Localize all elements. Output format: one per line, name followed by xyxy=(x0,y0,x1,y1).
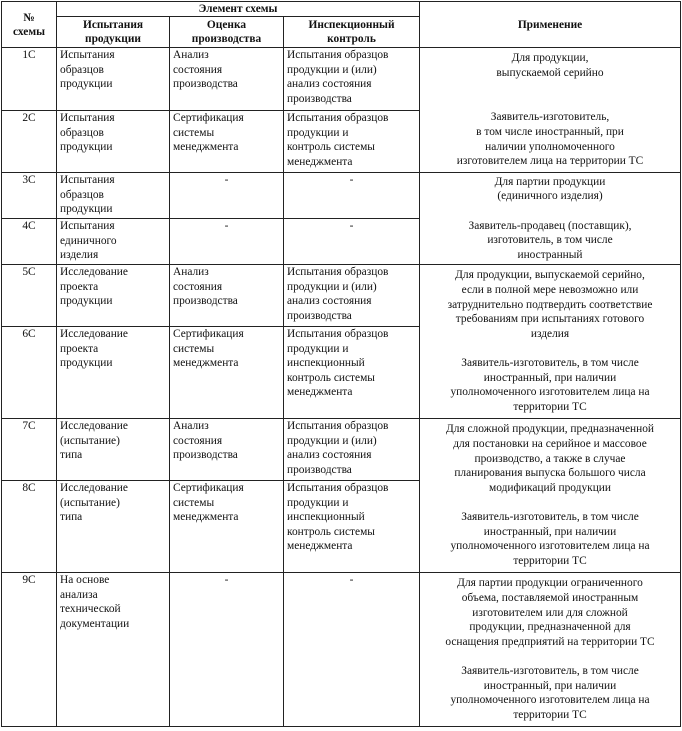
application-applicant: Заявитель-изготовитель, в том числе иностранный, при наличии уполномоченного изготовителем лица на территории ТС xyxy=(450,511,650,568)
application-cell xyxy=(420,173,681,265)
application-cell xyxy=(420,419,681,573)
production-assessment-cell: - xyxy=(170,573,284,727)
application-applicant: Заявитель-изготовитель, в том числе иностранный, при наличии уполномоченного изготовителем лица на территории ТС xyxy=(450,665,650,722)
production-assessment-cell: - xyxy=(170,219,284,265)
product-testing-cell: Испытания образцов продукции xyxy=(57,173,170,219)
application-scope: Для партии продукции (единичного изделия) xyxy=(494,175,606,203)
production-assessment-cell: Сертификация системы менеджмента xyxy=(170,481,284,573)
inspection-control-cell: Испытания образцов продукции и (или) анализ состояния производства xyxy=(284,265,420,327)
inspection-control-cell: - xyxy=(284,173,420,219)
scheme-number: 9С xyxy=(2,573,57,727)
header-production-assessment: Оценка производства xyxy=(170,17,284,48)
product-testing-cell: Исследование проекта продукции xyxy=(57,265,170,327)
application-cell xyxy=(420,573,681,727)
application-cell xyxy=(420,265,681,419)
application-scope: Для партии продукции ограниченного объема, поставляемой иностранным изготовителем или для сложной продукции, предназначенной для оснащения предприятий на территории ТС xyxy=(445,577,655,648)
inspection-control-cell: - xyxy=(284,573,420,727)
application-applicant: Заявитель-изготовитель, в том числе иностранный, при наличии уполномоченного изготовителем лица на территории ТС xyxy=(450,357,650,414)
product-testing-cell: Испытания образцов продукции xyxy=(57,48,170,111)
header-inspection-control: Инспекционный контроль xyxy=(284,17,420,48)
product-testing-cell: Исследование (испытание) типа xyxy=(57,481,170,573)
header-application: Применение xyxy=(420,2,681,48)
scheme-number: 5С xyxy=(2,265,57,327)
table-row xyxy=(2,573,681,727)
product-testing-cell: Исследование (испытание) типа xyxy=(57,419,170,481)
header-scheme-element: Элемент схемы xyxy=(57,2,420,17)
inspection-control-cell: - xyxy=(284,219,420,265)
table-row xyxy=(2,265,681,327)
production-assessment-cell: Анализ состояния производства xyxy=(170,265,284,327)
scheme-number: 3С xyxy=(2,173,57,219)
inspection-control-cell: Испытания образцов продукции и инспекционный контроль системы менеджмента xyxy=(284,327,420,419)
production-assessment-cell: Анализ состояния производства xyxy=(170,48,284,111)
production-assessment-cell: - xyxy=(170,173,284,219)
application-applicant: Заявитель-изготовитель, в том числе иностранный, при наличии уполномоченного изготовителем лица на территории ТС xyxy=(456,111,644,168)
scheme-number: 1С xyxy=(2,48,57,111)
application-cell xyxy=(420,48,681,173)
table-row xyxy=(2,48,681,111)
application-applicant: Заявитель-продавец (поставщик), изготовитель, в том числе иностранный xyxy=(468,219,632,261)
inspection-control-cell: Испытания образцов продукции и инспекционный контроль системы менеджмента xyxy=(284,481,420,573)
inspection-control-cell: Испытания образцов продукции и (или) анализ состояния производства xyxy=(284,419,420,481)
table-row xyxy=(2,173,681,219)
table-row xyxy=(2,419,681,481)
product-testing-cell: Исследование проекта продукции xyxy=(57,327,170,419)
header-scheme-number: № схемы xyxy=(2,2,57,48)
production-assessment-cell: Сертификация системы менеджмента xyxy=(170,111,284,173)
scheme-number: 7С xyxy=(2,419,57,481)
inspection-control-cell: Испытания образцов продукции и (или) анализ состояния производства xyxy=(284,48,420,111)
inspection-control-cell: Испытания образцов продукции и контроль системы менеджмента xyxy=(284,111,420,173)
product-testing-cell: Испытания единичного изделия xyxy=(57,219,170,265)
application-scope: Для сложной продукции, предназначенной для постановки на серийное и массовое производство, а также в случае планирования выпуска большого числа модификаций продукции xyxy=(445,423,655,494)
certification-schemes-table xyxy=(1,1,681,727)
scheme-number: 6С xyxy=(2,327,57,419)
scheme-number: 8С xyxy=(2,481,57,573)
production-assessment-cell: Сертификация системы менеджмента xyxy=(170,327,284,419)
product-testing-cell: На основе анализа технической документации xyxy=(57,573,170,727)
application-scope: Для продукции, выпускаемой серийно xyxy=(496,52,604,79)
scheme-number: 4С xyxy=(2,219,57,265)
scheme-number: 2С xyxy=(2,111,57,173)
application-scope: Для продукции, выпускаемой серийно, если в полной мере невозможно или затруднительно подтвердить соответствие требованиям при испытаниях готового изделия xyxy=(447,269,653,340)
production-assessment-cell: Анализ состояния производства xyxy=(170,419,284,481)
header-product-testing: Испытания продукции xyxy=(57,17,170,48)
product-testing-cell: Испытания образцов продукции xyxy=(57,111,170,173)
